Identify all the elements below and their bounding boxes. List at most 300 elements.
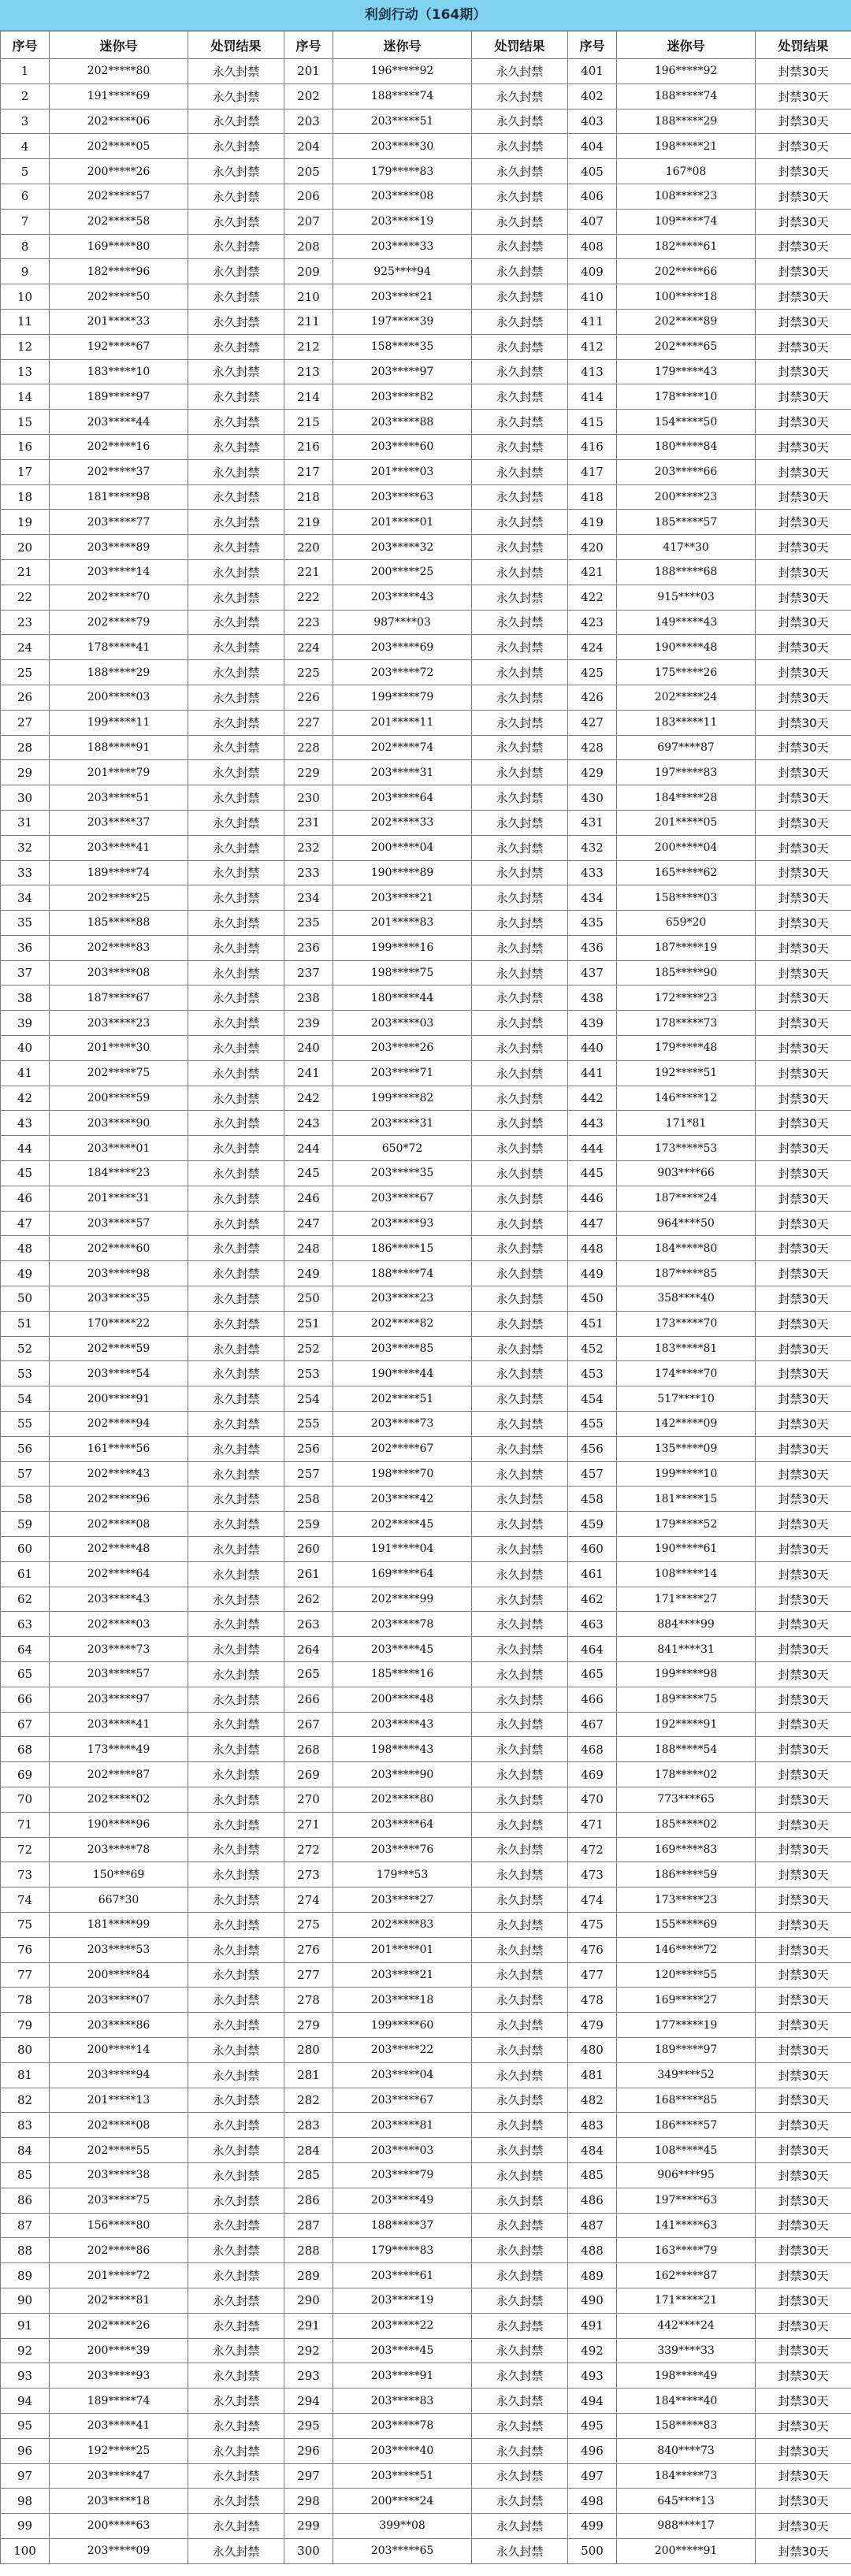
mini-id: 773****65	[617, 1787, 756, 1812]
row-index: 4	[1, 134, 50, 159]
row-index: 231	[284, 810, 333, 835]
row-index: 44	[1, 1136, 50, 1161]
mini-id: 203*****82	[333, 384, 472, 410]
penalty-result: 永久封禁	[472, 559, 568, 585]
row-index: 238	[284, 985, 333, 1011]
row-index: 418	[568, 484, 617, 510]
penalty-result: 封禁30天	[756, 184, 851, 209]
mini-id: 203*****67	[333, 1186, 472, 1211]
row-index: 235	[284, 911, 333, 936]
penalty-result: 永久封禁	[188, 2413, 284, 2438]
mini-id: 201*****01	[333, 510, 472, 535]
penalty-result: 永久封禁	[472, 2363, 568, 2389]
penalty-result: 永久封禁	[472, 1762, 568, 1787]
row-index: 413	[568, 359, 617, 384]
row-index: 11	[1, 309, 50, 334]
table-row	[1, 559, 851, 585]
mini-id: 203*****19	[333, 209, 472, 234]
table-row	[1, 2138, 851, 2163]
mini-id: 199*****98	[617, 1662, 756, 1687]
mini-id: 173*****70	[617, 1311, 756, 1336]
row-index: 496	[568, 2438, 617, 2463]
penalty-result: 封禁30天	[756, 535, 851, 560]
mini-id: 192*****25	[50, 2438, 188, 2463]
penalty-result: 封禁30天	[756, 1662, 851, 1687]
penalty-result: 封禁30天	[756, 384, 851, 410]
mini-id: 192*****91	[617, 1712, 756, 1737]
mini-id: 198*****49	[617, 2363, 756, 2389]
table-header-row	[1, 32, 851, 59]
row-index: 482	[568, 2088, 617, 2113]
penalty-result: 封禁30天	[756, 1361, 851, 1386]
penalty-result: 永久封禁	[188, 2162, 284, 2188]
row-index: 48	[1, 1236, 50, 1261]
row-index: 466	[568, 1687, 617, 1712]
penalty-result: 永久封禁	[188, 1512, 284, 1537]
table-row	[1, 1561, 851, 1587]
row-index: 421	[568, 559, 617, 585]
penalty-result: 封禁30天	[756, 209, 851, 234]
mini-id: 188*****29	[50, 660, 188, 685]
penalty-result: 永久封禁	[188, 1487, 284, 1512]
mini-id: 203*****18	[50, 2489, 188, 2514]
penalty-result: 封禁30天	[756, 1412, 851, 1437]
row-index: 229	[284, 760, 333, 785]
row-index: 430	[568, 785, 617, 811]
mini-id: 186*****15	[333, 1236, 472, 1261]
row-index: 29	[1, 760, 50, 785]
row-index: 32	[1, 835, 50, 860]
table-row	[1, 159, 851, 184]
mini-id: 200*****91	[617, 2538, 756, 2563]
penalty-result: 封禁30天	[756, 635, 851, 660]
row-index: 283	[284, 2113, 333, 2138]
penalty-result: 永久封禁	[472, 2463, 568, 2489]
mini-id: 200*****48	[333, 1687, 472, 1712]
mini-id: 200*****24	[333, 2489, 472, 2514]
table-row	[1, 860, 851, 885]
mini-id: 199*****82	[333, 1086, 472, 1111]
penalty-result: 封禁30天	[756, 2313, 851, 2338]
mini-id: 100*****18	[617, 284, 756, 310]
mini-id: 203*****88	[333, 410, 472, 435]
mini-id: 203*****69	[333, 635, 472, 660]
table-row	[1, 184, 851, 209]
penalty-result: 封禁30天	[756, 2538, 851, 2563]
penalty-result: 永久封禁	[472, 1036, 568, 1061]
penalty-result: 封禁30天	[756, 284, 851, 310]
mini-id: 203*****07	[50, 1988, 188, 2013]
row-index: 28	[1, 735, 50, 760]
penalty-result: 永久封禁	[188, 1612, 284, 1637]
row-index: 441	[568, 1060, 617, 1086]
table-row	[1, 1286, 851, 1312]
penalty-result: 永久封禁	[188, 2363, 284, 2389]
row-index: 298	[284, 2489, 333, 2514]
row-index: 19	[1, 510, 50, 535]
mini-id: 203*****41	[50, 2413, 188, 2438]
table-row	[1, 535, 851, 560]
mini-id: 185*****88	[50, 911, 188, 936]
row-index: 68	[1, 1737, 50, 1762]
mini-id: 202*****37	[50, 459, 188, 484]
row-index: 292	[284, 2338, 333, 2363]
row-index: 215	[284, 410, 333, 435]
penalty-result: 封禁30天	[756, 1386, 851, 1412]
row-index: 87	[1, 2213, 50, 2238]
table-row	[1, 334, 851, 359]
penalty-result: 永久封禁	[188, 1887, 284, 1913]
penalty-result: 永久封禁	[472, 610, 568, 635]
row-index: 69	[1, 1762, 50, 1787]
table-row	[1, 1236, 851, 1261]
penalty-result: 永久封禁	[188, 309, 284, 334]
penalty-result: 永久封禁	[188, 459, 284, 484]
row-index: 471	[568, 1812, 617, 1837]
penalty-result: 永久封禁	[472, 2389, 568, 2414]
mini-id: 349****52	[617, 2062, 756, 2088]
penalty-result: 封禁30天	[756, 885, 851, 911]
mini-id: 197*****63	[617, 2188, 756, 2213]
row-index: 205	[284, 159, 333, 184]
penalty-result: 永久封禁	[472, 284, 568, 310]
penalty-result: 永久封禁	[188, 1561, 284, 1587]
row-index: 490	[568, 2288, 617, 2313]
row-index: 210	[284, 284, 333, 310]
row-index: 447	[568, 1211, 617, 1236]
row-index: 481	[568, 2062, 617, 2088]
mini-id: 358****40	[617, 1286, 756, 1312]
mini-id: 165*****62	[617, 860, 756, 885]
penalty-result: 封禁30天	[756, 1487, 851, 1512]
row-index: 14	[1, 384, 50, 410]
penalty-result: 封禁30天	[756, 1988, 851, 2013]
penalty-result: 永久封禁	[472, 459, 568, 484]
row-index: 431	[568, 810, 617, 835]
row-index: 493	[568, 2363, 617, 2389]
penalty-result: 永久封禁	[188, 785, 284, 811]
penalty-result: 永久封禁	[472, 710, 568, 735]
penalty-result: 封禁30天	[756, 985, 851, 1011]
row-index: 75	[1, 1912, 50, 1937]
penalty-result: 永久封禁	[472, 1712, 568, 1737]
row-index: 452	[568, 1336, 617, 1361]
mini-id: 442****24	[617, 2313, 756, 2338]
penalty-result: 永久封禁	[188, 109, 284, 134]
mini-id: 202*****08	[50, 1512, 188, 1537]
mini-id: 109*****74	[617, 209, 756, 234]
row-index: 287	[284, 2213, 333, 2238]
row-index: 89	[1, 2263, 50, 2288]
row-index: 279	[284, 2013, 333, 2038]
mini-id: 203*****21	[333, 885, 472, 911]
mini-id: 203*****77	[50, 510, 188, 535]
table-row	[1, 835, 851, 860]
penalty-result: 封禁30天	[756, 1712, 851, 1737]
penalty-result: 永久封禁	[472, 234, 568, 259]
penalty-result: 永久封禁	[472, 2263, 568, 2288]
penalty-result: 封禁30天	[756, 2113, 851, 2138]
header-mini-id: 迷你号	[333, 32, 472, 59]
penalty-result: 封禁30天	[756, 1837, 851, 1862]
penalty-result: 永久封禁	[472, 2288, 568, 2313]
penalty-result: 永久封禁	[188, 1587, 284, 1612]
penalty-result: 永久封禁	[472, 935, 568, 960]
mini-id: 906****95	[617, 2162, 756, 2188]
table-row	[1, 234, 851, 259]
penalty-result: 封禁30天	[756, 2263, 851, 2288]
mini-id: 202*****43	[50, 1461, 188, 1487]
mini-id: 203*****75	[50, 2188, 188, 2213]
row-index: 9	[1, 259, 50, 284]
row-index: 35	[1, 911, 50, 936]
row-index: 498	[568, 2489, 617, 2514]
penalty-result: 永久封禁	[188, 2037, 284, 2062]
penalty-result: 永久封禁	[472, 359, 568, 384]
mini-id: 190*****48	[617, 635, 756, 660]
mini-id: 202*****26	[50, 2313, 188, 2338]
mini-id: 203*****54	[50, 1361, 188, 1386]
mini-id: 203*****72	[333, 660, 472, 685]
table-row	[1, 1812, 851, 1837]
mini-id: 667*30	[50, 1887, 188, 1913]
mini-id: 202*****03	[50, 1612, 188, 1637]
mini-id: 203*****78	[50, 1837, 188, 1862]
penalty-result: 永久封禁	[188, 484, 284, 510]
penalty-result: 封禁30天	[756, 1311, 851, 1336]
penalty-result: 永久封禁	[472, 1962, 568, 1988]
mini-id: 188*****74	[617, 84, 756, 109]
row-index: 245	[284, 1161, 333, 1186]
row-index: 85	[1, 2162, 50, 2188]
mini-id: 173*****23	[617, 1887, 756, 1913]
row-index: 290	[284, 2288, 333, 2313]
row-index: 42	[1, 1086, 50, 1111]
mini-id: 202*****66	[617, 259, 756, 284]
mini-id: 200*****59	[50, 1086, 188, 1111]
penalty-result: 永久封禁	[472, 860, 568, 885]
mini-id: 188*****29	[617, 109, 756, 134]
penalty-result: 封禁30天	[756, 860, 851, 885]
penalty-result: 封禁30天	[756, 1862, 851, 1887]
table-row	[1, 434, 851, 459]
mini-id: 200*****04	[333, 835, 472, 860]
row-index: 442	[568, 1086, 617, 1111]
row-index: 47	[1, 1211, 50, 1236]
mini-id: 202*****24	[617, 685, 756, 710]
row-index: 83	[1, 2113, 50, 2138]
row-index: 6	[1, 184, 50, 209]
mini-id: 200*****91	[50, 1386, 188, 1412]
row-index: 211	[284, 309, 333, 334]
row-index: 22	[1, 585, 50, 610]
table-row	[1, 109, 851, 134]
table-row	[1, 1336, 851, 1361]
row-index: 258	[284, 1487, 333, 1512]
row-index: 403	[568, 109, 617, 134]
mini-id: 179*****52	[617, 1512, 756, 1537]
mini-id: 198*****43	[333, 1737, 472, 1762]
mini-id: 190*****44	[333, 1361, 472, 1386]
penalty-result: 永久封禁	[188, 284, 284, 310]
table-row	[1, 2088, 851, 2113]
penalty-result: 永久封禁	[472, 911, 568, 936]
penalty-result: 封禁30天	[756, 159, 851, 184]
mini-id: 203*****45	[333, 1637, 472, 1662]
penalty-result: 永久封禁	[188, 2088, 284, 2113]
row-index: 474	[568, 1887, 617, 1913]
row-index: 41	[1, 1060, 50, 1086]
table-row	[1, 1361, 851, 1386]
table-row	[1, 1261, 851, 1286]
mini-id: 203*****71	[333, 1060, 472, 1086]
row-index: 469	[568, 1762, 617, 1787]
row-index: 65	[1, 1662, 50, 1687]
penalty-result: 封禁30天	[756, 935, 851, 960]
row-index: 405	[568, 159, 617, 184]
row-index: 82	[1, 2088, 50, 2113]
mini-id: 841****31	[617, 1637, 756, 1662]
mini-id: 203*****73	[333, 1412, 472, 1437]
row-index: 88	[1, 2238, 50, 2263]
row-index: 24	[1, 635, 50, 660]
row-index: 414	[568, 384, 617, 410]
row-index: 31	[1, 810, 50, 835]
mini-id: 169*****64	[333, 1561, 472, 1587]
mini-id: 202*****50	[50, 284, 188, 310]
penalty-result: 永久封禁	[188, 2188, 284, 2213]
penalty-result: 封禁30天	[756, 2363, 851, 2389]
row-index: 280	[284, 2037, 333, 2062]
row-index: 59	[1, 1512, 50, 1537]
row-index: 485	[568, 2162, 617, 2188]
penalty-result: 永久封禁	[188, 2338, 284, 2363]
row-index: 12	[1, 334, 50, 359]
penalty-result: 封禁30天	[756, 1111, 851, 1136]
table-row	[1, 2438, 851, 2463]
mini-id: 182*****96	[50, 259, 188, 284]
penalty-result: 永久封禁	[472, 184, 568, 209]
table-row	[1, 685, 851, 710]
header-mini-id: 迷你号	[50, 32, 188, 59]
row-index: 23	[1, 610, 50, 635]
header-index: 序号	[568, 32, 617, 59]
penalty-result: 封禁30天	[756, 1060, 851, 1086]
penalty-result: 永久封禁	[472, 410, 568, 435]
mini-id: 190*****96	[50, 1812, 188, 1837]
mini-id: 200*****84	[50, 1962, 188, 1988]
row-index: 268	[284, 1737, 333, 1762]
mini-id: 198*****70	[333, 1461, 472, 1487]
mini-id: 201*****03	[333, 459, 472, 484]
penalty-result: 永久封禁	[188, 1136, 284, 1161]
penalty-result: 永久封禁	[188, 1687, 284, 1712]
row-index: 422	[568, 585, 617, 610]
mini-id: 187*****24	[617, 1186, 756, 1211]
penalty-result: 永久封禁	[188, 434, 284, 459]
table-row	[1, 2389, 851, 2414]
mini-id: 697****87	[617, 735, 756, 760]
penalty-result: 封禁30天	[756, 2062, 851, 2088]
penalty-result: 永久封禁	[188, 410, 284, 435]
penalty-result: 永久封禁	[188, 1361, 284, 1386]
penalty-result: 永久封禁	[472, 2162, 568, 2188]
row-index: 473	[568, 1862, 617, 1887]
row-index: 212	[284, 334, 333, 359]
row-index: 459	[568, 1512, 617, 1537]
penalty-result: 永久封禁	[188, 1912, 284, 1937]
row-index: 218	[284, 484, 333, 510]
penalty-result: 永久封禁	[188, 2463, 284, 2489]
row-index: 278	[284, 1988, 333, 2013]
table-row	[1, 2363, 851, 2389]
row-index: 294	[284, 2389, 333, 2414]
mini-id: 203*****73	[50, 1637, 188, 1662]
mini-id: 198*****75	[333, 960, 472, 985]
row-index: 20	[1, 535, 50, 560]
mini-id: 203*****09	[50, 2538, 188, 2563]
mini-id: 189*****75	[617, 1687, 756, 1712]
penalty-result: 封禁30天	[756, 1161, 851, 1186]
row-index: 260	[284, 1537, 333, 1562]
table-row	[1, 2313, 851, 2338]
mini-id: 201*****30	[50, 1036, 188, 1061]
penalty-result: 封禁30天	[756, 710, 851, 735]
mini-id: 188*****54	[617, 1737, 756, 1762]
mini-id: 188*****37	[333, 2213, 472, 2238]
row-index: 63	[1, 1612, 50, 1637]
table-row	[1, 2062, 851, 2088]
penalty-table	[0, 31, 851, 2564]
table-row	[1, 1637, 851, 1662]
mini-id: 988****17	[617, 2514, 756, 2539]
penalty-result: 永久封禁	[472, 109, 568, 134]
table-row	[1, 1136, 851, 1161]
mini-id: 202*****08	[50, 2113, 188, 2138]
mini-id: 203*****63	[333, 484, 472, 510]
mini-id: 203*****27	[333, 1887, 472, 1913]
penalty-result: 永久封禁	[472, 2438, 568, 2463]
table-row	[1, 1912, 851, 1937]
row-index: 470	[568, 1787, 617, 1812]
mini-id: 169*****27	[617, 1988, 756, 2013]
table-row	[1, 1161, 851, 1186]
penalty-result: 永久封禁	[472, 660, 568, 685]
row-index: 99	[1, 2514, 50, 2539]
penalty-result: 封禁30天	[756, 1086, 851, 1111]
row-index: 25	[1, 660, 50, 685]
table-row	[1, 1186, 851, 1211]
row-index: 410	[568, 284, 617, 310]
mini-id: 203*****08	[333, 184, 472, 209]
penalty-result: 封禁30天	[756, 2138, 851, 2163]
row-index: 17	[1, 459, 50, 484]
row-index: 445	[568, 1161, 617, 1186]
mini-id: 197*****39	[333, 309, 472, 334]
penalty-result: 永久封禁	[472, 484, 568, 510]
mini-id: 202*****64	[50, 1561, 188, 1587]
table-row	[1, 635, 851, 660]
row-index: 282	[284, 2088, 333, 2113]
table-row	[1, 1036, 851, 1061]
row-index: 475	[568, 1912, 617, 1937]
penalty-result: 封禁30天	[756, 960, 851, 985]
mini-id: 179*****48	[617, 1036, 756, 1061]
table-row	[1, 2489, 851, 2514]
mini-id: 203*****64	[333, 1812, 472, 1837]
penalty-result: 封禁30天	[756, 59, 851, 84]
mini-id: 203*****49	[333, 2188, 472, 2213]
